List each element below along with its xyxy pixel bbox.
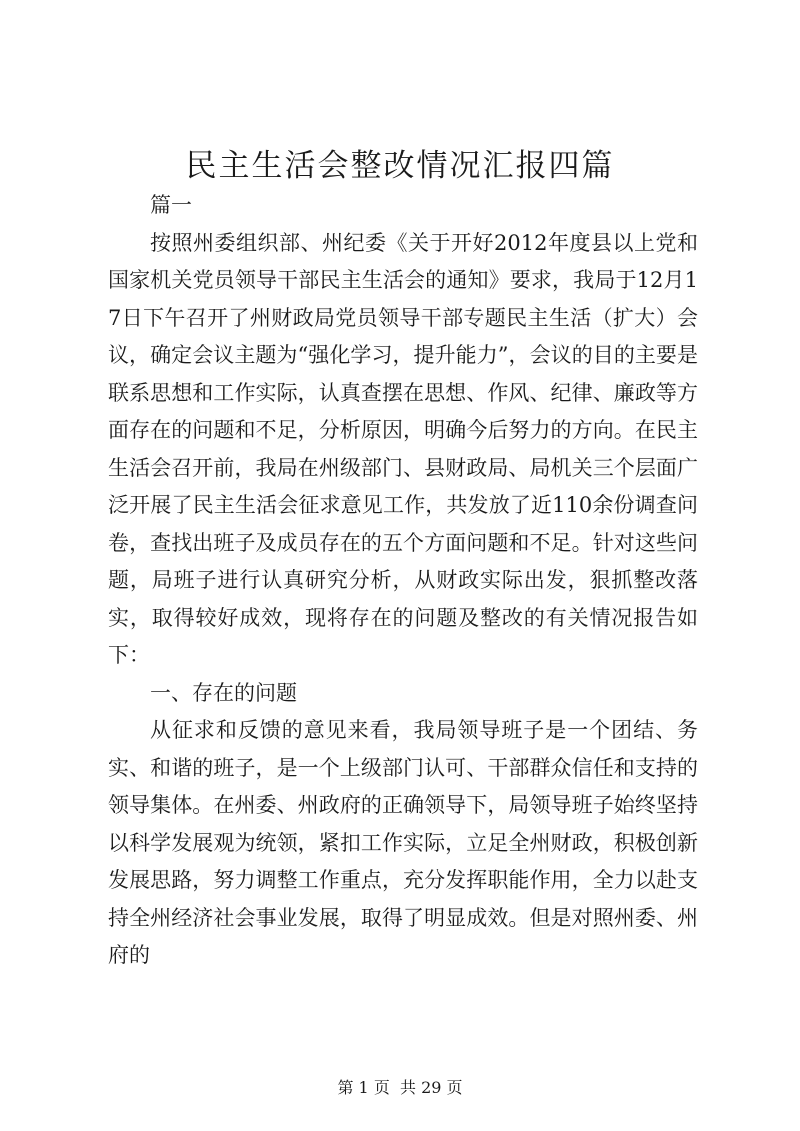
page-footer: [0, 1075, 800, 1098]
document-title: 民主生活会整改情况汇报四篇: [185, 148, 615, 184]
paragraph-intro: 按照州委组织部、州纪委《关于开好2012年度县以上党和国家机关党员领导干部民主生活会的通知》要求，我局于12月17日下午召开了州财政局党员领导干部专题民主生活（扩大）会议，确定会议主题为“强化学习，提升能力”，会议的目的主要是联系思想和工作实际，认真查摆在思想、作风、纪律、廉政等方面存在的问题和不足，分析原因，明确今后努力的方向。在民主生活会召开前，我局在州级部门、县财政局、局机关三个层面广泛开展了民主生活会征求意见工作，共发放了近110余份调查问卷，查找出班子及成员存在的五个方面问题和不足。针对这些问题，局班子进行认真研究分析，从财政实际出发，狠抓整改落实，取得较好成效，现将存在的问题及整改的有关情况报告如下：: [108, 230, 698, 667]
document-body: [108, 187, 698, 975]
paragraph-feedback: 从征求和反馈的意见来看，我局领导班子是一个团结、务实、和谐的班子，是一个上级部门认可、干部群众信任和支持的领导集体。在州委、州政府的正确领导下，局领导班子始终坚持以科学发展观为统领，紧扣工作实际，立足全州财政，积极创新发展思路，努力调整工作重点，充分发挥职能作用，全力以赴支持全州经济社会事业发展，取得了明显成效。但是对照州委、州府的: [108, 718, 698, 967]
page-number: 第 1 页 共 29 页: [337, 1078, 463, 1097]
section-heading-problems: 一、存在的问题: [150, 680, 297, 705]
section-label: 篇一: [150, 193, 192, 217]
